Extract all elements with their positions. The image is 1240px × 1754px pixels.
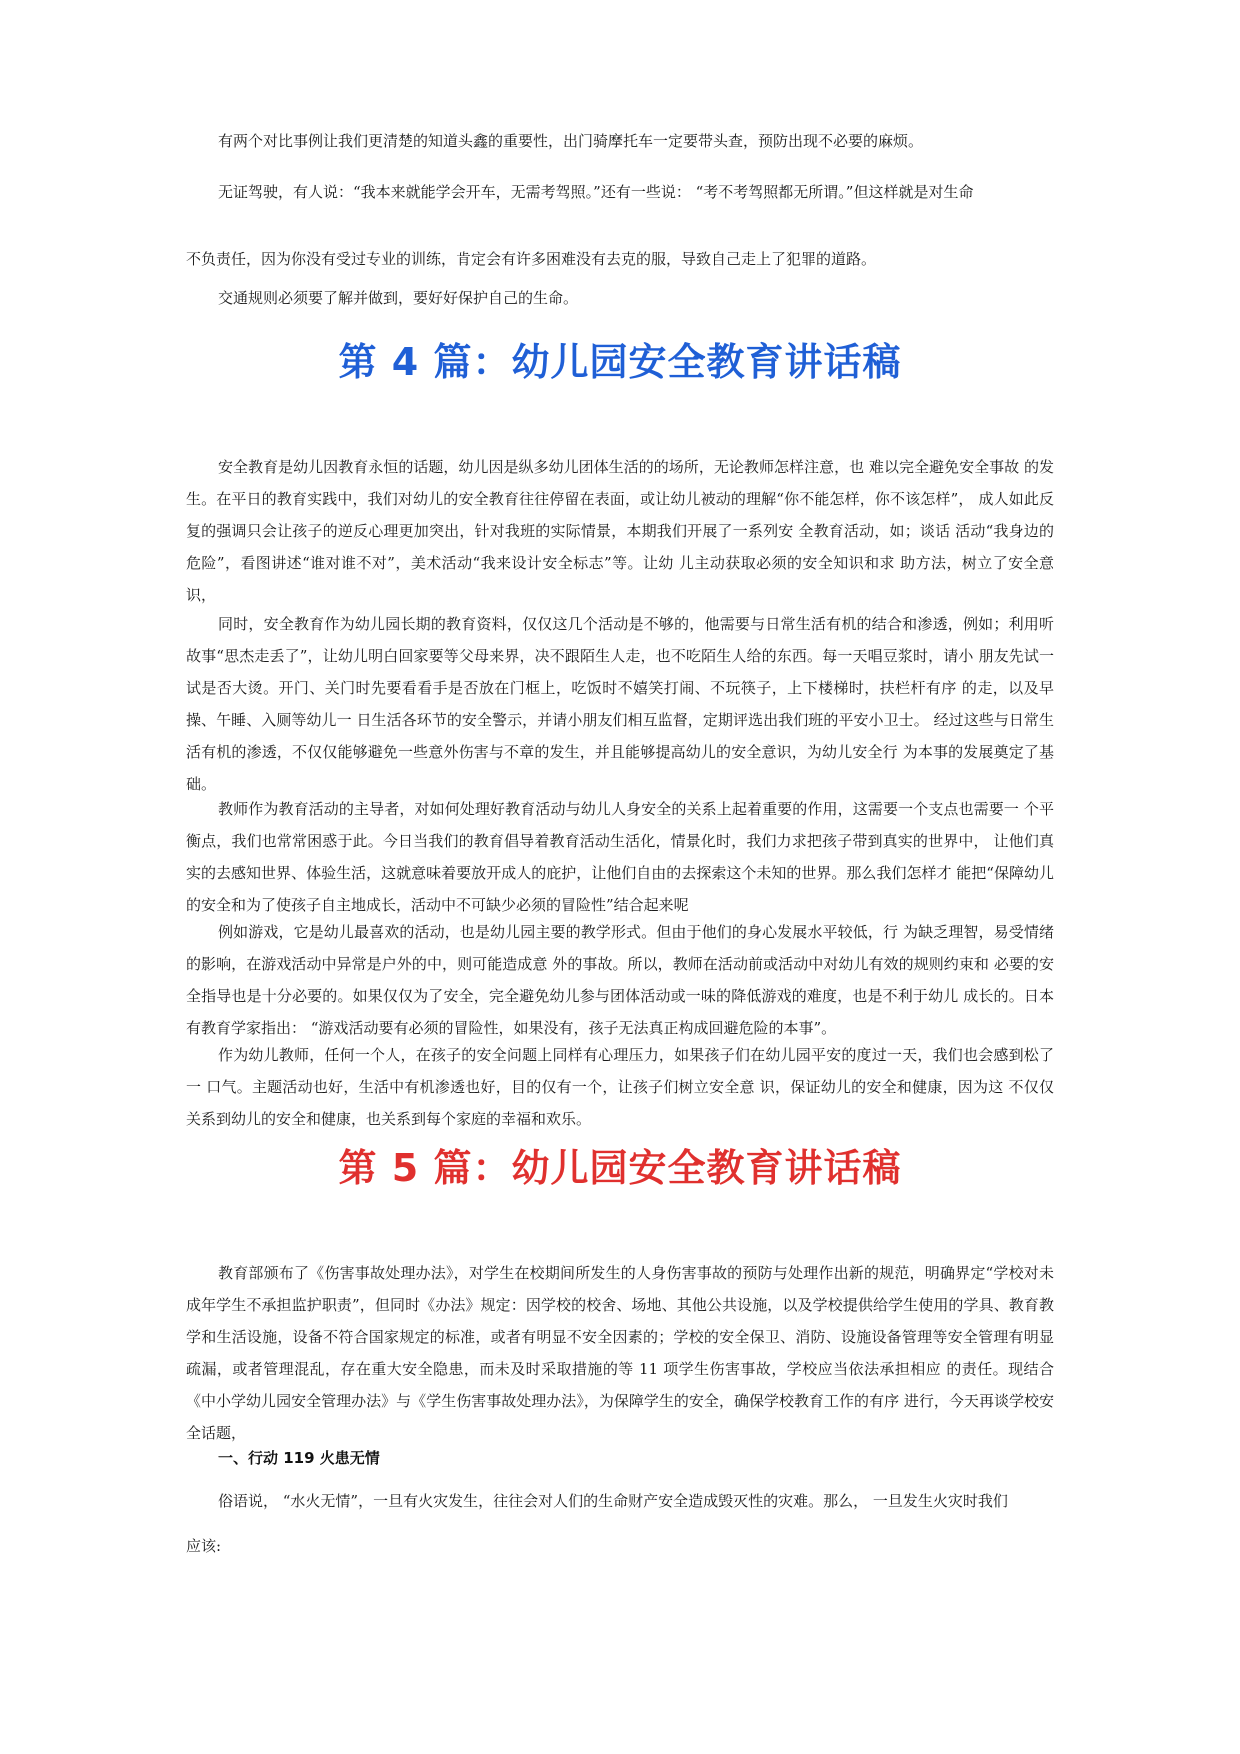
intro-line-4: 交通规则必须要了解并做到，要好好保护自己的生命。 bbox=[218, 289, 579, 307]
paragraph-text: 教育部颁布了《伤害事故处理办法》，对学生在校期间所发生的人身伤害事故的预防与处理作出新的规范，明确界定“学校对未成年学生不承担监护职责”，但同时《办法》规定：因学校的校舍、场地、其他公共设施，以及学校提供给学生使用的学具、教育教学和生活设施，设备不符合国家规定的标准，或者有明显不安全因素的；学校的安全保卫、消防、设施设备管理等安全管理有明显疏漏，或者管理混乱，存在重大安全隐患，而未及时采取措施的等 11 项学生伤害事故，学校应当依法承担相应 的责任。现结合《中小学幼儿园安全管理办法》与《学生伤害事故处理办法》，为保障学生的安全，确保学校教育工作的有序 进行，今天再谈学校安全话题， bbox=[186, 1264, 1054, 1442]
paragraph-text: 作为幼儿教师，任何一个人，在孩子的安全问题上同样有心理压力，如果孩子们在幼儿园平安的度过一天，我们也会感到松了一 口气。主题活动也好，生活中有机渗透也好，目的仅有一个，让孩子们树立安全意 识，保证幼儿的安全和健康，因为这 不仅仅关系到幼儿的安全和健康，也关系到每个家庭的幸福和欢乐。 bbox=[186, 1046, 1054, 1128]
section-4-title: 第 4 篇：幼儿园安全教育讲话稿 bbox=[338, 340, 902, 384]
section-5-paragraph-1 bbox=[186, 1257, 1054, 1449]
section-4-paragraph-1 bbox=[186, 451, 1054, 611]
intro-line-1: 有两个对比事例让我们更清楚的知道头鑫的重要性，出门骑摩托车一定要带头查，预防出现不必要的麻烦。 bbox=[218, 132, 924, 150]
section-4-paragraph-2 bbox=[186, 608, 1054, 800]
paragraph-text: 安全教育是幼儿因教育永恒的话题，幼儿因是纵多幼儿团体生活的的场所，无论教师怎样注意，也 难以完全避免安全事故 的发生。在平日的教育实践中，我们对幼儿的安全教育往往停留在表面，或让幼儿被动的理解“你不能怎样，你不该怎样”， 成人如此反复的强调只会让孩子的逆反心理更加突出，针对我班的实际情景，本期我们开展了一系列安 全教育活动，如；谈话 活动“我身边的危险”，看图讲述“谁对谁不对”，美术活动“我来设计安全标志”等。让幼 儿主动获取必须的安全知识和求 助方法，树立了安全意识， bbox=[186, 458, 1054, 604]
section-4-paragraph-4 bbox=[186, 916, 1054, 1044]
intro-line-2: 无证驾驶，有人说：“我本来就能学会开车，无需考驾照。”还有一些说： “考不考驾照都无所谓。”但这样就是对生命 bbox=[218, 183, 974, 201]
closing-line-2: 应该: bbox=[186, 1537, 222, 1555]
paragraph-text: 教师作为教育活动的主导者，对如何处理好教育活动与幼儿人身安全的关系上起着重要的作用，这需要一个支点也需要一 个平衡点，我们也常常困惑于此。今日当我们的教育倡导着教育活动生活化，情景化时，我们力求把孩子带到真实的世界中， 让他们真实的去感知世界、体验生活，这就意味着要放开成人的庇护，让他们自由的去探索这个未知的世界。那么我们怎样才 能把“保障幼儿的安全和为了使孩子自主地成长，活动中不可缺少必须的冒险性”结合起来呢 bbox=[186, 800, 1054, 914]
section-4-paragraph-3 bbox=[186, 793, 1054, 921]
section-5-subheading: 一、行动 119 火患无情 bbox=[218, 1449, 380, 1467]
paragraph-text: 同时，安全教育作为幼儿园长期的教育资料，仅仅这几个活动是不够的，他需要与日常生活有机的结合和渗透，例如；利用听故事“思杰走丢了”，让幼儿明白回家要等父母来界，决不跟陌生人走，也不吃陌生人给的东西。每一天唱豆浆时，请小 朋友先试一试是否大烫。开门、关门时先要看看手是否放在门框上，吃饭时不嬉笑打闹、不玩筷子，上下楼梯时，扶栏杆有序 的走，以及早操、午睡、入厕等幼儿一 日生活各环节的安全警示，并请小朋友们相互监督，定期评选出我们班的平安小卫士。 经过这些与日常生活有机的渗透，不仅仅能够避免一些意外伤害与不章的发生，并且能够提高幼儿的安全意识，为幼儿安全行 为本事的发展奠定了基础。 bbox=[186, 615, 1054, 793]
section-4-paragraph-5 bbox=[186, 1039, 1054, 1135]
section-5-title: 第 5 篇：幼儿园安全教育讲话稿 bbox=[338, 1146, 902, 1190]
intro-line-3: 不负责任，因为你没有受过专业的训练，肯定会有许多困难没有去克的服，导致自己走上了犯罪的道路。 bbox=[186, 250, 877, 268]
paragraph-text: 例如游戏，它是幼儿最喜欢的活动，也是幼儿园主要的教学形式。但由于他们的身心发展水平较低，行 为缺乏理智，易受情绪的影响，在游戏活动中异常是户外的中，则可能造成意 外的事故。所以，教师在活动前或活动中对幼儿有效的规则约束和 必要的安全指导也是十分必要的。如果仅仅为了安全，完全避免幼儿参与团体活动或一味的降低游戏的难度，也是不利于幼儿 成长的。日本有教育学家指出： “游戏活动要有必须的冒险性，如果没有，孩子无法真正构成回避危险的本事”。 bbox=[186, 923, 1054, 1037]
closing-line-1: 俗语说， “水火无情”，一旦有火灾发生，往往会对人们的生命财产安全造成毁灭性的灾难。那么， 一旦发生火灾时我们 bbox=[218, 1492, 1008, 1510]
